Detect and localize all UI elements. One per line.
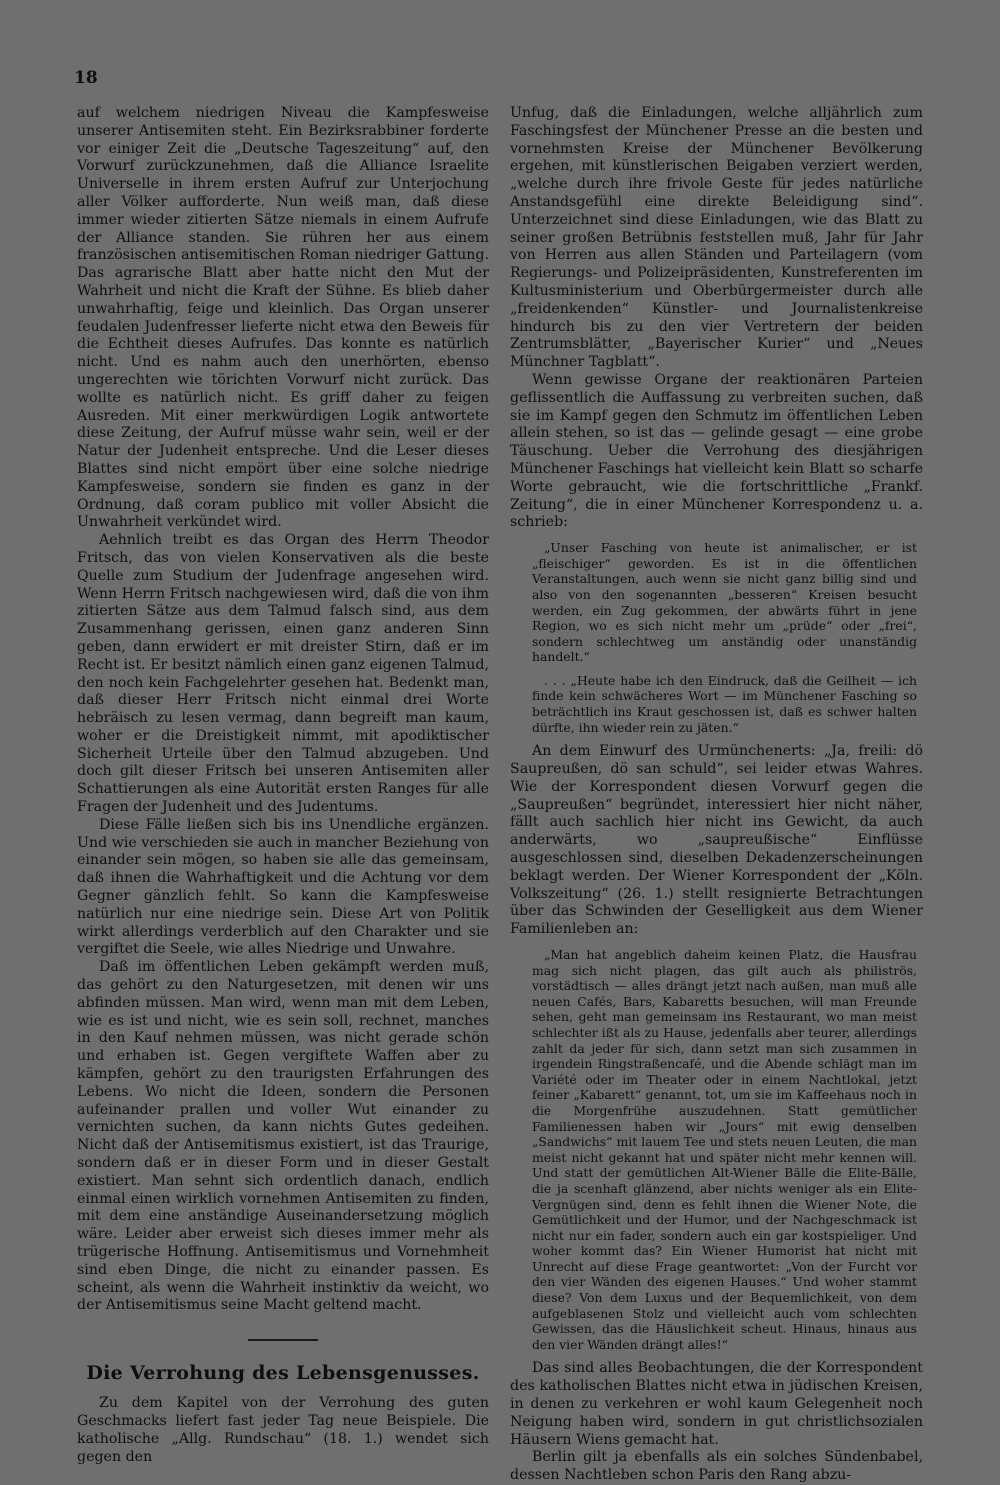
right-paragraph: An dem Einwurf des Urmünchenerts: „Ja, freili: dö Saupreußen, dö san schuld“, sei leider etwas Wahres. Wie der Korrespondent diesen Vorwurf gegen die „Saupreußen“ begründet, interessiert hier nicht näher, fällt auch sachlich hier nicht ins Gewicht, da auch anderwärts, wo „saupreußische“ Einflüsse ausgeschlossen sind, dieselben Dekadenzerscheinungen beklagt werden. Der Wiener Korrespondent der „Köln. Volkszeitung“ (26. 1.) stellt resignierte Betrachtungen über das Schwinden der Geselligkeit aus dem Wiener Familienleben an: [510, 743, 923, 938]
left-paragraph: Zu dem Kapitel von der Verrohung des guten Geschmacks liefert fast jeder Tag neue Beispiele. Die katholische „Allg. Rundschau“ (18. 1.) wendet sich gegen den [77, 1395, 489, 1465]
quoted-paragraph: „Man hat angeblich daheim keinen Platz, die Hausfrau mag sich nicht plagen, das gilt auch als philiströs, vorstädtisch — alles drängt jetzt nach außen, man muß alle neuen Cafés, Bars, Kabaretts besuchen, will man Freunde sehen, geht man gemeinsam ins Restaurant, wo man meist schlechter ißt als zu Hause, jedenfalls aber teurer, allerdings zahlt da jeder für sich, dann setzt man sich zusammen in irgendein Ringstraßencafé, und die Abende schlägt man im Variété oder im Theater oder in einem Nachtlokal, jetzt feiner „Kabarett“ genannt, tot, um sie im Kaffeehaus noch in die Morgenfrühe auszudehnen. Statt gemütlicher Familienessen haben wir „Jours“ mit ewig denselben „Sandwichs“ mit lauem Tee und stets neuen Leuten, die man meist nicht gekannt hat und später nicht mehr kennen will. Und statt der gemütlichen Alt-Wiener Bälle die Elite-Bälle, die ja scenhaft glänzend, aber nichts weniger als ein Elite-Vergnügen sind, denn es fehlt ihnen die Wiener Note, die Gemütlichkeit und der Humor, und der Nachgeschmack ist nicht nur ein fader, sondern auch ein gar kostspieliger. Und woher kommt das? Ein Wiener Humorist hat nicht mit Unrecht auf diese Frage geantwortet: „Von der Furcht vor den vier Wänden des eigenen Hauses.“ Und woher stammt diese? Von dem Luxus und der Bequemlichkeit, von dem aufgeblasenen Stolz und vielleicht auch vom schlechten Gewissen, das die Häuslichkeit scheut. Hinaus, hinaus aus den vier Wänden drängt alles!“ [532, 947, 917, 1352]
section-heading: Die Verrohung des Lebensgenusses. [86, 1362, 480, 1385]
page-number: 18 [74, 68, 98, 88]
left-paragraph: Aehnlich treibt es das Organ des Herrn Theodor Fritsch, das von vielen Konservativen als die beste Quelle zum Studium der Judenfrage angesehen wird. Wenn Herrn Fritsch nachgewiesen wird, daß die von ihm zitierten Sätze aus dem Talmud falsch sind, aus dem Zusammenhang gerissen, einen ganz anderen Sinn geben, dann erwidert er mit dreister Stirn, daß er im Recht ist. Er besitzt nämlich einen ganz eigenen Talmud, den noch kein Fachgelehrter gesehen hat. Bedenkt man, daß dieser Herr Fritsch nicht einmal drei Worte hebräisch zu lesen vermag, dann begreift man kaum, woher er die Dreistigkeit nimmt, mit apodiktischer Sicherheit Urteile über den Talmud abzugeben. Und doch gilt dieser Fritsch bei unseren Antisemiten aller Schattierungen als eine Autorität ersten Ranges für alle Fragen der Judenheit und des Judentums. [77, 532, 489, 816]
right-paragraph: Wenn gewisse Organe der reaktionären Parteien geflissentlich die Auffassung zu verbreiten suchen, daß sie im Kampf gegen den Schmutz im öffentlichen Leben allein stehen, so ist das — gelinde gesagt — eine grobe Täuschung. Ueber die Verrohung des diesjährigen Münchener Faschings hat vielleicht kein Blatt so scharfe Worte gebraucht, wie die fortschrittliche „Frankf. Zeitung“, die in einer Münchener Korrespondenz u. a. schrieb: [510, 371, 923, 531]
left-paragraph: auf welchem niedrigen Niveau die Kampfesweise unserer Antisemiten steht. Ein Bezirksrabbiner forderte vor einiger Zeit die „Deutsche Tageszeitung“ auf, den Vorwurf zurückzunehmen, daß die Alliance Israelite Universelle in ihrem ersten Aufruf zur Unterjochung aller Völker aufforderte. Nun weiß man, daß diese immer wieder zitierten Sätze niemals in einem Aufrufe der Alliance standen. Sie rühren her aus einem französischen antisemitischen Roman niedriger Gattung. Das agrarische Blatt aber hatte nicht den Mut der Wahrheit und nicht die Kraft der Sühne. Es blieb daher unwahrhaftig, feige und kleinlich. Das Organ unserer feudalen Judenfresser lieferte nicht etwa den Beweis für die Echtheit dieses Aufrufes. Das konnte es natürlich nicht. Und es nahm auch den unerhörten, ebenso ungerechten wie törichten Vorwurf nicht zurück. Das wollte es natürlich nicht. Es griff daher zu feigen Ausreden. Mit einer merkwürdigen Logik antwortete diese Zeitung, der Aufruf müsse wahr sein, weil er der Natur der Judenheit entspreche. Und die Leser dieses Blattes sind nicht empört über eine solche niedrige Kampfesweise, sondern sie finden es ganz in der Ordnung, daß coram publico mit voller Absicht die Unwahrheit verkündet wird. [77, 105, 489, 531]
section-divider [248, 1339, 318, 1341]
quoted-paragraph: „Unser Fasching von heute ist animalischer, er ist „fleischiger“ geworden. Es ist in die öffentlichen Veranstaltungen, auch wenn sie nicht ganz billig sind und also von den sogenannten „besseren“ Kreisen besucht werden, ein Zug gekommen, der abwärts führt in jene Region, wo es sich nicht mehr um „prüde“ oder „frei“, sondern schlechtweg um anständig oder unanständig handelt.“ [532, 540, 917, 665]
left-paragraph: Daß im öffentlichen Leben gekämpft werden muß, das gehört zu den Naturgesetzen, mit denen wir uns abfinden müssen. Man wird, wenn man mit dem Leben, wie es ist und nicht, wie es sein soll, rechnet, manches in den Kauf nehmen müssen, was nicht gerade schön und erhaben ist. Gegen vergiftete Waffen aber zu kämpfen, gehört zu den traurigsten Erfahrungen des Lebens. Wo nicht die Ideen, sondern die Personen aufeinander prallen und voller Wut einander zu vernichten suchen, da kann nichts Gutes gedeihen. Nicht daß der Antisemitismus existiert, ist das Traurige, sondern daß er in dieser Form und in dieser Gestalt existiert. Man sehnt sich ordentlich danach, endlich einmal einen wirklich vornehmen Antisemiten zu finden, mit dem eine anständige Auseinandersetzung möglich wäre. Leider aber erweist sich dieses immer mehr als trügerische Hoffnung. Antisemitismus und Vornehmheit sind eben Dinge, die nicht zu einander passen. Es scheint, als wenn die Wahrheit instinktiv da weicht, wo der Antisemitismus seine Macht geltend macht. [77, 959, 489, 1314]
quoted-paragraph: . . . „Heute habe ich den Eindruck, daß die Geilheit — ich finde kein schwächeres Wort — im Münchener Fasching so beträchtlich ins Kraut geschossen ist, daß es schwer halten dürfte, ihn wieder rein zu jäten.“ [532, 672, 917, 735]
left-column [77, 105, 489, 1466]
right-paragraph: Berlin gilt ja ebenfalls als ein solches Sündenbabel, dessen Nachtleben schon Paris den Rang abzu- [510, 1449, 923, 1484]
right-column [510, 105, 923, 1485]
left-paragraph: Diese Fälle ließen sich bis ins Unendliche ergänzen. Und wie verschieden sie auch in mancher Beziehung von einander sein mögen, so haben sie alle das gemeinsam, daß ihnen die Wahrhaftigkeit und die Achtung vor dem Gegner gänzlich fehlt. So kann die Kampfesweise natürlich nur eine niedrige sein. Diese Art von Politik wirkt allerdings verderblich auf den Charakter und sie vergiftet die Seele, wie alles Niedrige und Unwahre. [77, 816, 489, 958]
right-paragraph: Unfug, daß die Einladungen, welche alljährlich zum Faschingsfest der Münchener Presse an die besten und vornehmsten Kreise der Münchener Bevölkerung ergehen, mit künstlerischen Beigaben verziert werden, „welche durch ihre frivole Geste für jedes natürliche Anstandsgefühl eine direkte Beleidigung sind“. Unterzeichnet sind diese Einladungen, wie das Blatt zu seiner großen Betrübnis feststellen muß, Jahr für Jahr von Herren aus allen Ständen und Parteilagern (vom Regierungs- und Polizeipräsidenten, Kunstreferenten im Kultusministerium und Oberbürgermeister durch alle „freidenkenden“ Künstler- und Journalistenkreise hindurch bis zu den vier Vertretern der beiden Zentrumsblätter, „Bayerischer Kurier“ und „Neues Münchner Tagblatt“. [510, 105, 923, 371]
right-paragraph: Das sind alles Beobachtungen, die der Korrespondent des katholischen Blattes nicht etwa in jüdischen Kreisen, in denen zu verkehren er wohl kaum Gelegenheit noch Neigung haben wird, sondern in gut christlichsozialen Häusern Wiens gemacht hat. [510, 1360, 923, 1448]
